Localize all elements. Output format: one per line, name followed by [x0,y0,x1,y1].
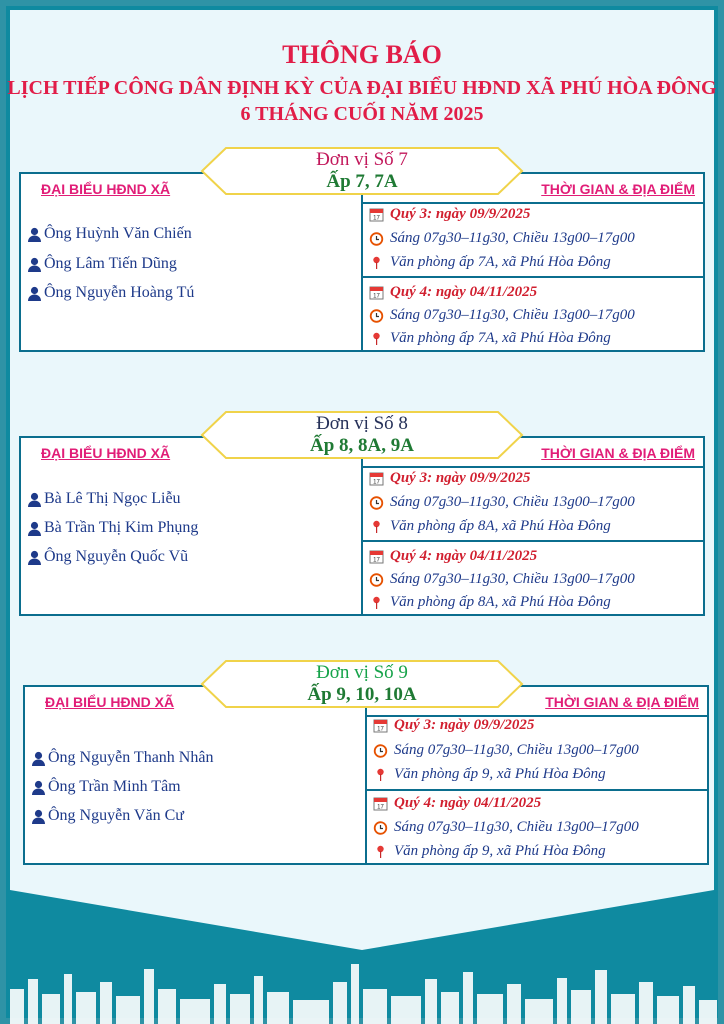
time-place-header: THỜI GIAN & ĐỊA ĐIỂM [541,181,695,197]
column-divider [361,174,363,350]
representative-name: Bà Lê Thị Ngọc Liễu [44,490,181,507]
unit-badge [200,660,524,708]
representative-name: Ông Nguyễn Văn Cư [48,807,184,824]
time-place-header: THỜI GIAN & ĐỊA ĐIỂM [545,694,699,710]
alarm-clock-icon [369,495,384,510]
representative-name: Ông Nguyễn Hoàng Tú [44,284,195,301]
person-icon [31,751,46,766]
svg-text:17: 17 [373,215,380,222]
representatives-header: ĐẠI BIỂU HĐND XÃ [41,181,171,197]
unit-area: Ấp 7, 7A [326,171,398,192]
person-icon [27,492,42,507]
session-divider [363,540,703,542]
representative [27,548,188,566]
session-place: Văn phòng ấp 8A, xã Phú Hòa Đông [369,518,611,535]
session-quarter: 17 Quý 3: ngày 09/9/2025 [369,470,530,487]
unit-name: Đơn vị Số 9 [316,662,408,683]
calendar-icon [373,718,388,733]
unit-block-8 [19,436,705,616]
session-quarter: 17 Quý 4: ngày 04/11/2025 [369,284,537,301]
calendar-icon [369,207,384,222]
unit-block-7 [19,172,705,352]
session-place: Văn phòng ấp 9, xã Phú Hòa Đông [373,843,606,860]
calendar-icon [369,285,384,300]
calendar-icon [369,549,384,564]
session-place: Văn phòng ấp 9, xã Phú Hòa Đông [373,766,606,783]
unit-area: Ấp 8, 8A, 9A [310,435,414,456]
person-icon [31,809,46,824]
session-divider [363,276,703,278]
alarm-clock-icon [369,231,384,246]
svg-text:17: 17 [373,557,380,564]
calendar-icon [373,796,388,811]
person-icon [27,521,42,536]
unit-table [19,436,705,616]
notice-period: 6 THÁNG CUỐI NĂM 2025 [240,103,484,125]
map-pin-icon [369,255,384,270]
unit-name: Đơn vị Số 8 [316,413,408,434]
map-pin-icon [369,595,384,610]
time-place-header: THỜI GIAN & ĐỊA ĐIỂM [541,445,695,461]
person-icon [27,227,42,242]
alarm-clock-icon [369,572,384,587]
representative [27,225,192,243]
session-quarter: 17 Quý 4: ngày 04/11/2025 [369,548,537,565]
person-icon [27,550,42,565]
session-quarter: 17 Quý 4: ngày 04/11/2025 [373,795,541,812]
map-pin-icon [369,519,384,534]
session-time: Sáng 07g30–11g30, Chiều 13g00–17g00 [373,742,639,759]
unit-table [19,172,705,352]
representative-name: Bà Trần Thị Kim Phụng [44,519,199,536]
notice-subtitle: LỊCH TIẾP CÔNG DÂN ĐỊNH KỲ CỦA ĐẠI BIỂU HĐND XÃ PHÚ HÒA ĐÔNG [7,77,717,99]
session-place: Văn phòng ấp 8A, xã Phú Hòa Đông [369,594,611,611]
person-icon [27,257,42,272]
map-pin-icon [369,331,384,346]
svg-text:17: 17 [377,726,384,733]
representative [31,778,181,796]
alarm-clock-icon [373,820,388,835]
session-place: Văn phòng ấp 7A, xã Phú Hòa Đông [369,254,611,271]
representatives-header: ĐẠI BIỂU HĐND XÃ [41,445,171,461]
unit-area: Ấp 9, 10, 10A [307,684,417,705]
svg-text:17: 17 [373,479,380,486]
session-quarter: 17 Quý 3: ngày 09/9/2025 [373,717,534,734]
svg-text:17: 17 [377,804,384,811]
session-time: Sáng 07g30–11g30, Chiều 13g00–17g00 [369,494,635,511]
map-pin-icon [373,844,388,859]
representatives-header: ĐẠI BIỂU HĐND XÃ [45,694,175,710]
person-icon [31,780,46,795]
header-rule [363,202,703,204]
unit-badge [200,147,524,195]
unit-badge [200,411,524,459]
session-time: Sáng 07g30–11g30, Chiều 13g00–17g00 [369,307,635,324]
column-divider [365,687,367,863]
session-place: Văn phòng ấp 7A, xã Phú Hòa Đông [369,330,611,347]
unit-block-9 [23,685,709,865]
unit-name: Đơn vị Số 7 [316,149,408,170]
svg-text:17: 17 [373,293,380,300]
header-rule [363,466,703,468]
session-time: Sáng 07g30–11g30, Chiều 13g00–17g00 [369,571,635,588]
representative-name: Ông Nguyễn Quốc Vũ [44,548,189,565]
representative-name: Ông Trần Minh Tâm [48,778,181,795]
representative [27,255,177,273]
session-divider [367,789,707,791]
representative [27,519,198,537]
person-icon [27,286,42,301]
calendar-icon [369,471,384,486]
representative [27,490,181,508]
representative [31,807,184,825]
session-quarter: 17 Quý 3: ngày 09/9/2025 [369,206,530,223]
alarm-clock-icon [369,308,384,323]
session-time: Sáng 07g30–11g30, Chiều 13g00–17g00 [373,819,639,836]
representative-name: Ông Nguyễn Thanh Nhân [48,749,214,766]
representative-name: Ông Huỳnh Văn Chiến [44,225,192,242]
representative [31,749,213,767]
column-divider [361,438,363,614]
session-time: Sáng 07g30–11g30, Chiều 13g00–17g00 [369,230,635,247]
unit-table [23,685,709,865]
representative [27,284,194,302]
city-skyline-graphic [0,934,724,1024]
alarm-clock-icon [373,743,388,758]
representative-name: Ông Lâm Tiến Dũng [44,255,177,272]
map-pin-icon [373,767,388,782]
notice-title: THÔNG BÁO [282,40,442,69]
